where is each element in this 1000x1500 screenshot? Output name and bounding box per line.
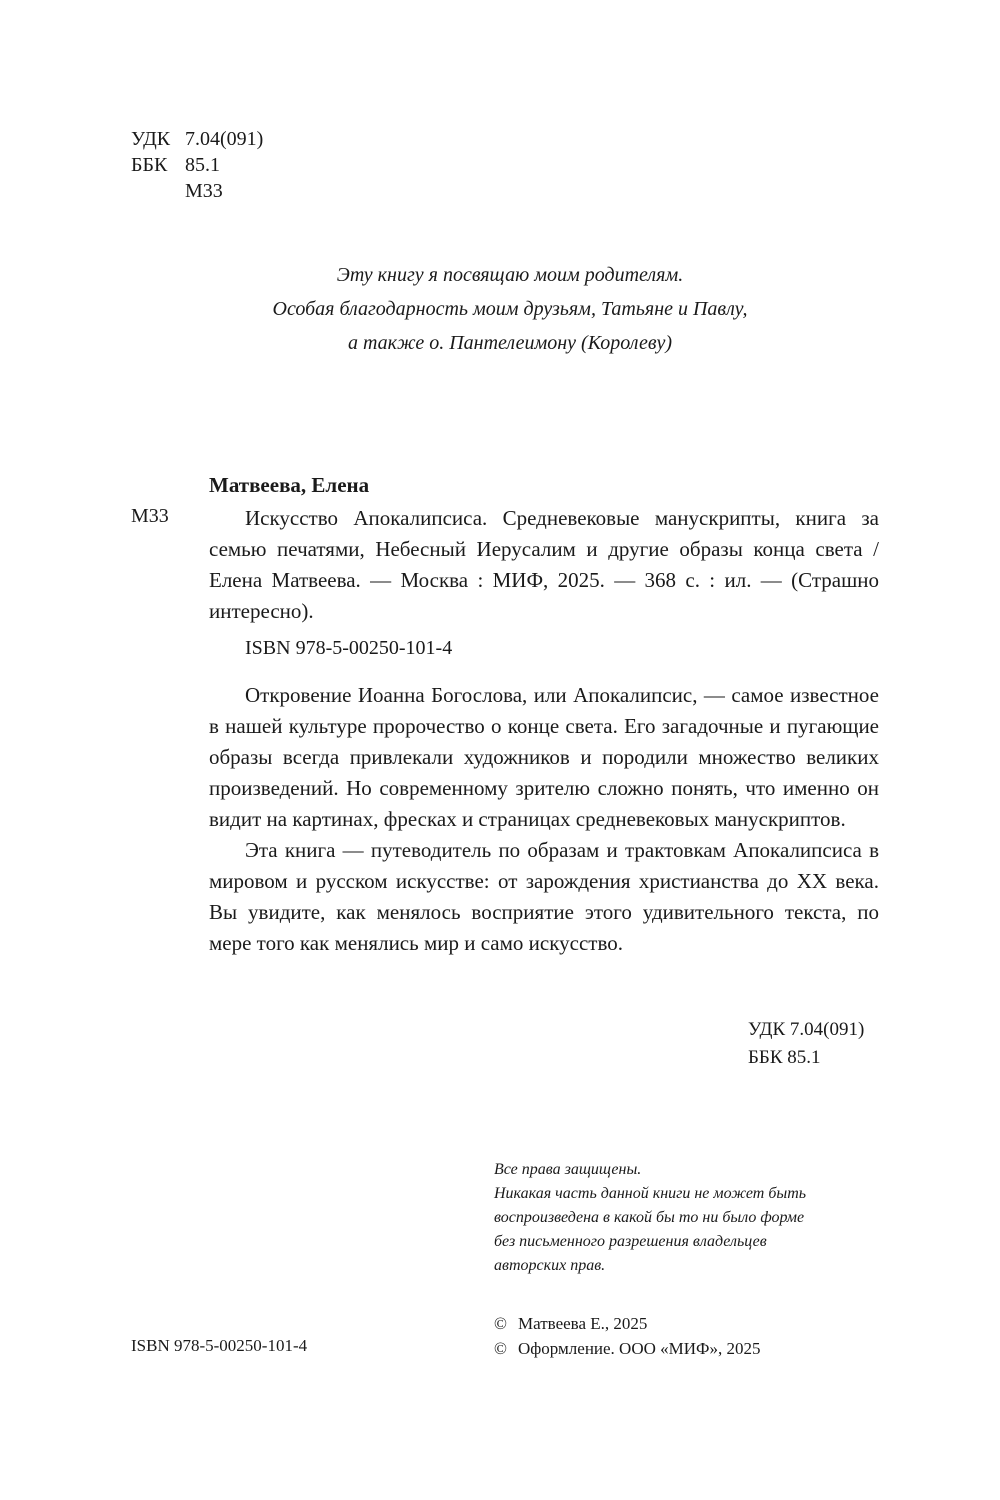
copyright-text: Матвеева Е., 2025: [518, 1314, 648, 1333]
copyrights: [494, 1311, 760, 1361]
rights-notice: [494, 1158, 806, 1278]
author-heading: Матвеева, Елена: [209, 473, 370, 497]
dedication-line: а также о. Пантелеимону (Королеву): [347, 332, 673, 354]
dedication: [230, 258, 790, 360]
isbn-footer: ISBN 978-5-00250-101-4: [131, 1336, 308, 1355]
rights-line: Никакая часть данной книги не может быть: [494, 1185, 807, 1202]
udk-bottom: УДК 7.04(091): [748, 1019, 865, 1040]
copyright-text: Оформление. ООО «МИФ», 2025: [518, 1339, 761, 1358]
udk-row: [131, 126, 263, 152]
bbk-value: 85.1: [185, 154, 220, 176]
copyright-row: [494, 1336, 760, 1361]
bibliographic-description: [209, 503, 879, 627]
annotation-paragraph: Эта книга — путеводитель по образам и трактовкам Апокалипсиса в мировом и русском искусстве: от зарождения христианства до XX века. Вы увидите, как менялось восприятие этого удивительного текста, по мере того как менялись мир и само искусство.: [209, 838, 879, 955]
copyright-icon: ©: [494, 1314, 507, 1333]
author-mark: М33: [185, 180, 223, 202]
isbn-record: ISBN 978-5-00250-101-4: [245, 637, 453, 659]
rights-line: авторских прав.: [494, 1257, 606, 1274]
udk-value: 7.04(091): [185, 128, 264, 150]
classification-top: [131, 126, 263, 204]
bbk-label: ББК: [131, 154, 168, 176]
annotation-paragraph: Откровение Иоанна Богослова, или Апокалипсис, — самое известное в нашей культуре пророчество о конце света. Его загадочные и пугающие образы всегда привлекали художников и породили множество великих произведений. Но современному зрителю сложно понять, что именно он видит на картинах, фресках и страницах средневековых манускриптов.: [209, 683, 879, 831]
rights-line: воспроизведена в какой бы то ни было форме: [494, 1209, 805, 1226]
bbk-bottom: ББК 85.1: [748, 1047, 821, 1068]
rights-line: Все права защищены.: [494, 1161, 642, 1178]
copyright-icon: ©: [494, 1339, 507, 1358]
author-mark-left: М33: [131, 505, 169, 527]
classification-bottom: [748, 1016, 864, 1072]
dedication-line: Особая благодарность моим друзьям, Татьяне и Павлу,: [272, 298, 748, 320]
udk-label: УДК: [131, 128, 171, 150]
rights-line: без письменного разрешения владельцев: [494, 1233, 767, 1250]
bbk-row: [131, 152, 263, 178]
author-mark-row: [131, 178, 263, 204]
description-text: Искусство Апокалипсиса. Средневековые манускрипты, книга за семью печатями, Небесный Иерусалим и другие образы конца света / Елена Матвеева. — Москва : МИФ, 2025. — 368 с. : ил. — (Страшно интересно).: [209, 506, 879, 623]
dedication-line: Эту книгу я посвящаю моим родителям.: [336, 264, 684, 286]
copyright-row: [494, 1311, 760, 1336]
annotation: [209, 680, 879, 959]
